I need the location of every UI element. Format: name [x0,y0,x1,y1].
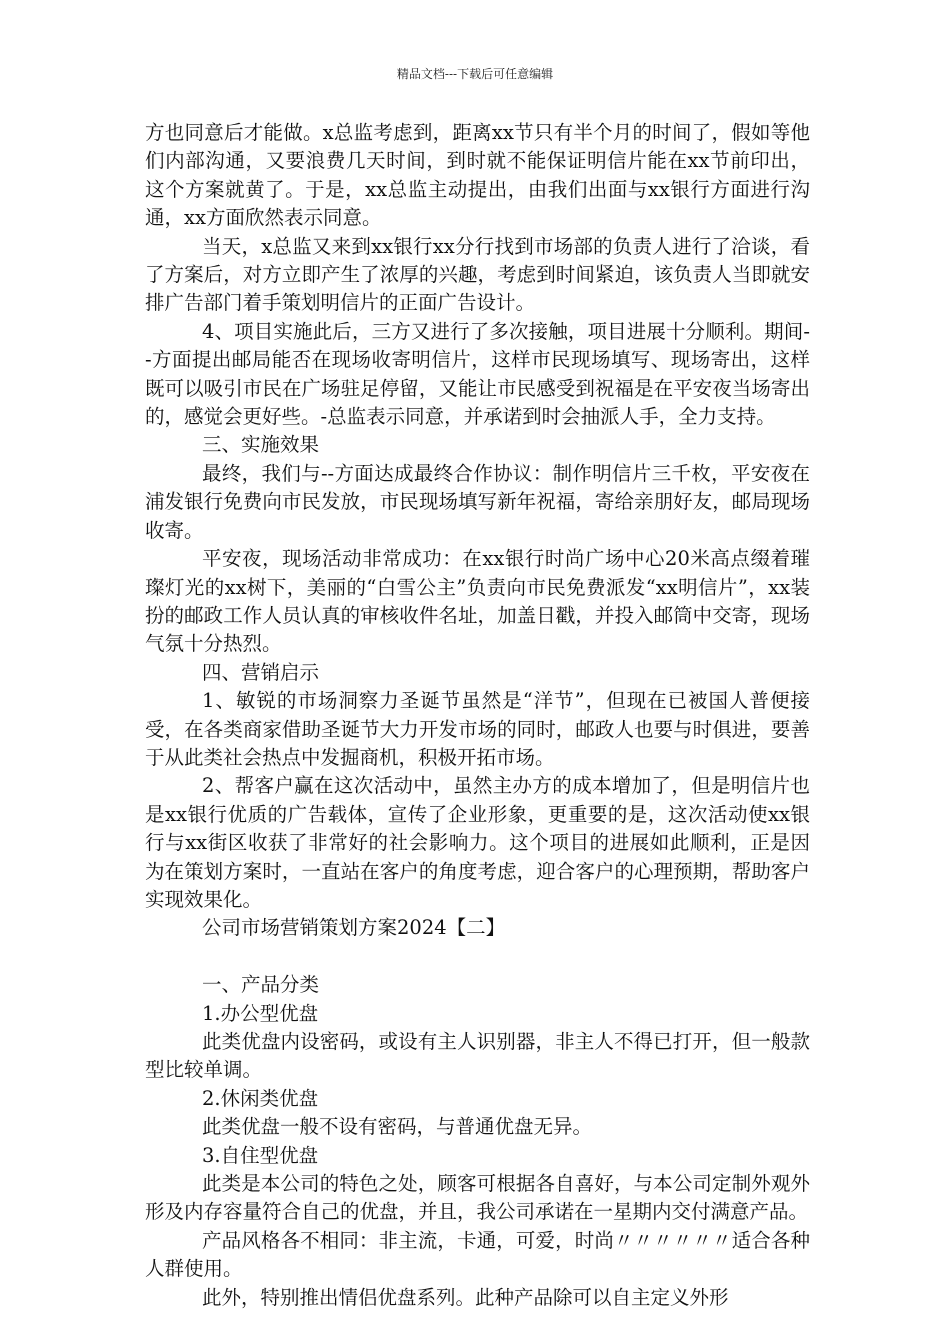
section-heading: 四、营销启示 [202,660,320,684]
page-header: 精品文档---下载后可任意编辑 [396,67,554,81]
subsection-heading: 3.自住型优盘 [202,1143,319,1167]
paragraph: 此类优盘一般不设有密码，与普通优盘无异。 [202,1115,593,1139]
paragraph: 产品风格各不相同：非主流，卡通，可爱，时尚〃〃〃〃〃〃适合各种人群使用。 [145,1228,810,1281]
paragraph: 此外，特别推出情侣优盘系列。此种产品除可以自主定义外形 [202,1285,729,1309]
paragraph: 当天，x总监又来到xx银行xx分行找到市场部的负责人进行了洽谈，看了方案后，对方立即产生了浓厚的兴趣，考虑到时间紧迫，该负责人当即就安排广告部门着手策划明信片的正面广告设计。 [145,234,810,315]
paragraph: 此类是本公司的特色之处，顾客可根据各自喜好，与本公司定制外观外形及内存容量符合自己的优盘，并且，我公司承诺在一星期内交付满意产品。 [145,1172,810,1224]
subsection-heading: 1.办公型优盘 [202,1001,319,1025]
paragraph: 最终，我们与--方面达成最终合作协议：制作明信片三千枚，平安夜在浦发银行免费向市民发放，市民现场填写新年祝福，寄给亲朋好友，邮局现场收寄。 [145,461,810,542]
paragraph: 1、敏锐的市场洞察力圣诞节虽然是“洋节”，但现在已被国人普便接受，在各类商家借助圣诞节大力开发市场的同时，邮政人也要与时俱进，要善于从此类社会热点中发掘商机，积极开拓市场。 [145,689,810,769]
subsection-heading: 2.休闲类优盘 [202,1086,319,1110]
paragraph: 方也同意后才能做。x总监考虑到，距离xx节只有半个月的时间了，假如等他们内部沟通，又要浪费几天时间，到时就不能保证明信片能在xx节前印出，这个方案就黄了。于是，xx总监主动提出，由我们出面与xx银行方面进行沟通，xx方面欣然表示同意。 [145,121,810,230]
paragraph: 2、帮客户赢在这次活动中，虽然主办方的成本增加了，但是明信片也是xx银行优质的广告载体，宣传了企业形象，更重要的是，这次活动使xx银行与xx街区收获了非常好的社会影响力。这个项目的进展如此顺利，正是因为在策划方案时，一直站在客户的角度考虑，迎合客户的心理预期，帮助客户实现效果化。 [145,774,810,911]
paragraph: 平安夜，现场活动非常成功：在xx银行时尚广场中心20米高点缀着璀璨灯光的xx树下，美丽的“白雪公主”负责向市民免费派发“xx明信片”，xx装扮的邮政工作人员认真的审核收件名址，加盖日戳，并投入邮筒中交寄，现场气氛十分热烈。 [145,547,810,656]
document-title: 公司市场营销策划方案2024【二】 [202,916,506,940]
paragraph: 4、项目实施此后，三方又进行了多次接触，项目进展十分顺利。期间--方面提出邮局能否在现场收寄明信片，这样市民现场填写、现场寄出，这样既可以吸引市民在广场驻足停留，又能让市民感受到祝福是在平安夜当场寄出的，感觉会更好些。-总监表示同意，并承诺到时会抽派人手，全力支持。 [145,319,810,429]
paragraph: 此类优盘内设密码，或设有主人识别器，非主人不得已打开，但一般款型比较单调。 [145,1029,810,1082]
section-heading: 三、实施效果 [202,433,320,457]
blank-line [145,943,810,971]
section-heading: 一、产品分类 [202,973,320,997]
document-body [145,119,810,1312]
